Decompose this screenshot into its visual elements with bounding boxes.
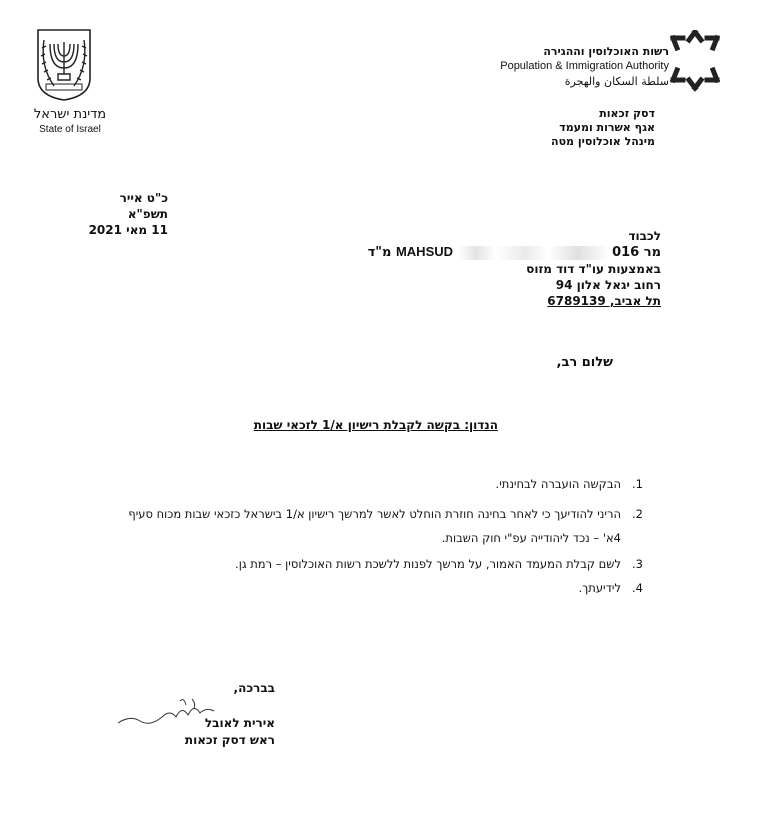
closing-block: [155, 680, 275, 749]
dept-line-2: אגף אשרות ומעמד: [559, 121, 655, 134]
date-hebrew: כ"ט אייר תשפ"א: [119, 191, 168, 221]
authority-name-he: רשות האוכלוסין וההגירה: [543, 45, 669, 58]
state-name-he: מדינת ישראל: [33, 107, 107, 122]
dept-line-3: מינהל אוכלוסין מטה: [551, 135, 655, 148]
authority-logo-icon: [667, 30, 723, 92]
item-text: לידיעתך.: [578, 581, 621, 595]
greeting: שלום רב,: [556, 355, 613, 370]
authority-name-en: Population & Immigration Authority: [500, 60, 669, 72]
item-text: הריני להודיעך כי לאחר בחינה חוזרת הוחלט לאשר למרשך רישיון א/1 בישראל כזכאי שבות מכוח סעיף 4א' – נכד ליהודייה עפ"י חוק השבות.: [128, 507, 621, 545]
recipient-prefix: מר: [643, 245, 661, 260]
item-number: 1.: [632, 477, 643, 491]
authority-name-ar: سلطة السكان والهجرة: [564, 75, 669, 88]
closing-blessing: בברכה,: [233, 681, 275, 695]
recipient-honorific: לכבוד: [628, 229, 661, 243]
state-caption: [20, 107, 120, 135]
list-item: [123, 472, 643, 496]
list-item: [123, 502, 643, 550]
recipient-city: תל אביב, 6789139: [547, 294, 661, 308]
list-item: [123, 552, 643, 576]
letter-date: [78, 190, 168, 238]
department-block: [551, 107, 655, 149]
signer-title: ראש דסק זכאות: [184, 733, 275, 747]
state-name-en: State of Israel: [39, 124, 101, 135]
recipient-id-fragment: 016 מ"ד: [367, 245, 640, 260]
signer-name: אירית לאובל: [204, 716, 275, 730]
item-text: לשם קבלת המעמד האמור, על מרשך לפנות ללשכת רשות האוכלוסין – רמת גן.: [235, 557, 621, 571]
item-text: הבקשה הועברה לבחינתי.: [495, 477, 621, 491]
state-emblem-icon: [32, 26, 96, 102]
recipient-street: רחוב יגאל אלון 94: [555, 278, 661, 292]
redaction-mark: [458, 246, 608, 260]
item-number: 2.: [632, 507, 643, 521]
item-number: 3.: [632, 557, 643, 571]
recipient-block: [331, 228, 661, 309]
recipient-name-line: [331, 244, 661, 261]
date-gregorian: 11 מאי 2021: [88, 223, 168, 237]
list-item: [123, 576, 643, 600]
letter-body: [123, 472, 643, 600]
recipient-via: באמצעות עו"ד דוד מזוס: [526, 262, 661, 276]
item-number: 4.: [632, 581, 643, 595]
authority-name-block: [500, 44, 669, 89]
recipient-name: MAHSUD: [395, 244, 454, 259]
subject-line: הנדון: בקשה לקבלת רישיון א/1 לזכאי שבות: [253, 418, 498, 432]
dept-line-1: דסק זכאות: [599, 107, 655, 120]
